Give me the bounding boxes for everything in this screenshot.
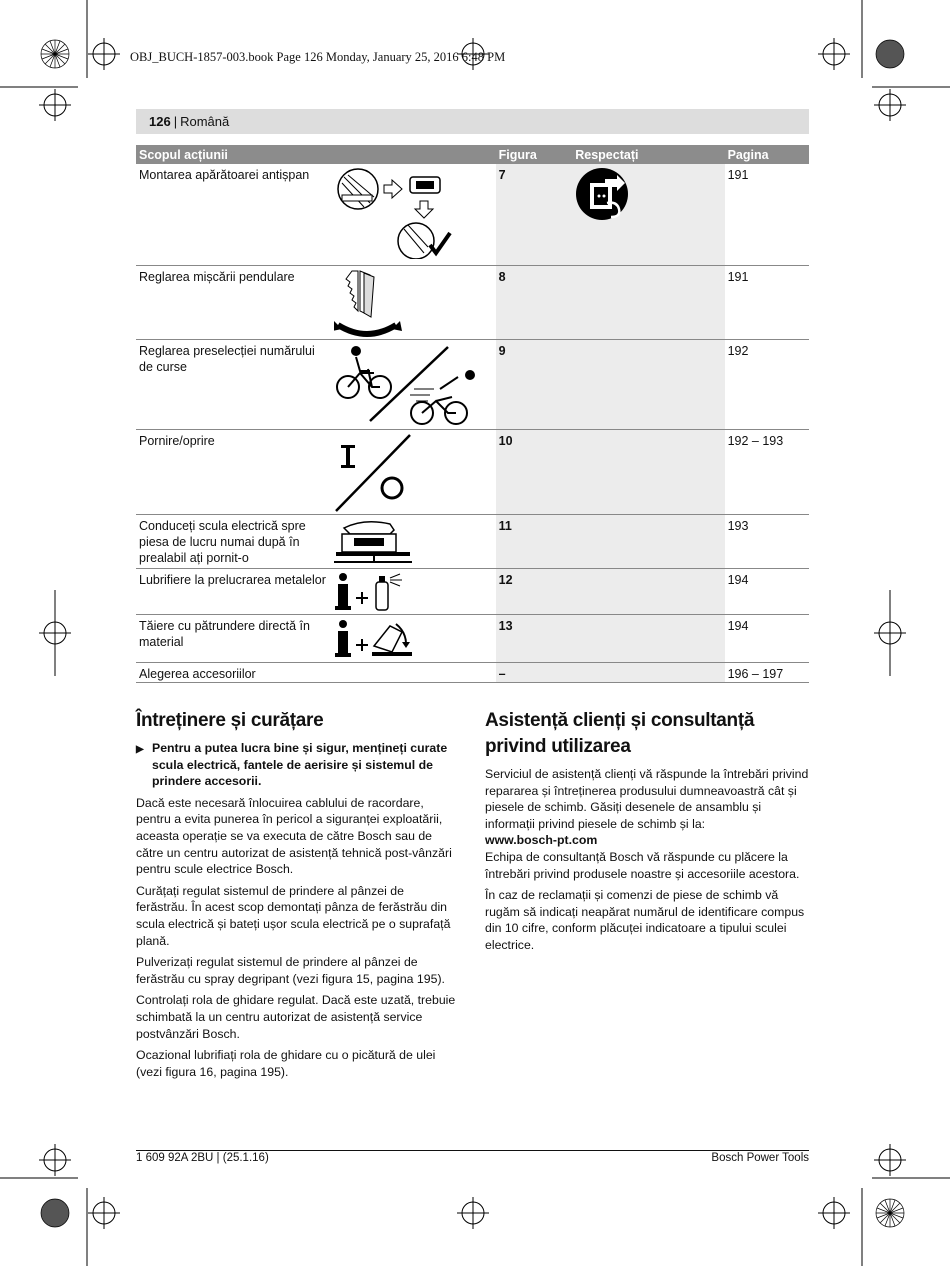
maintenance-safety-bullet: [136, 740, 458, 790]
bullet-text: Pentru a putea lucra bine și sigur, mențineți curate scula electrică, fantele de aerisire și sistemul de prindere accesorii.: [152, 741, 448, 789]
header-language: Română: [180, 114, 230, 129]
footer-right: Bosch Power Tools: [711, 1152, 809, 1164]
col-header-figure: Figura: [496, 145, 573, 164]
row-page: 193: [725, 514, 809, 568]
table-row: [136, 164, 809, 265]
maintenance-section: [136, 708, 458, 1085]
row-page: 192 – 193: [725, 429, 809, 514]
table-row: [136, 429, 809, 514]
row-action: Conduceți scula electrică spre piesa de lucru numai după în prealabil ați pornit-o: [136, 514, 331, 568]
row-page: 191: [725, 265, 809, 339]
row-action: Tăiere cu pătrundere directă în material: [136, 614, 331, 662]
row-page: 196 – 197: [725, 662, 809, 682]
row-picture: [331, 568, 496, 614]
maintenance-paragraph: Ocazional lubrifiați rola de ghidare cu o picătură de ulei (vezi figura 16, pagina 195).: [136, 1048, 436, 1079]
row-page: 192: [725, 339, 809, 429]
maintenance-paragraph: Dacă este necesară înlocuirea cablului de racordare, pentru a evita punerea în pericol a siguranței exploatării, aceasta operație se va executa de către Bosch sau de către un centru autorizat de asistență tehnică post-vânzări pentru scule electrice Bosch.: [136, 795, 452, 877]
jigsaw-on-workpiece-icon: [334, 518, 414, 566]
row-figure: 7: [496, 164, 573, 265]
row-action: Alegerea accesoriilor: [136, 662, 496, 682]
page-number: 126: [149, 114, 171, 129]
page-header: [136, 109, 809, 134]
col-header-page: Pagina: [725, 145, 809, 164]
service-paragraph: În caz de reclamații și comenzi de piese de schimb vă rugăm să indicați neapărat numărul de identificare compus din 10 cifre, conform plăcuței indicatoare a tipului sculei electrice.: [485, 888, 805, 952]
row-page: 194: [725, 568, 809, 614]
row-figure: 13: [496, 614, 573, 662]
row-action: Lubrifiere la prelucrarea metalelor: [136, 568, 331, 614]
row-figure: 9: [496, 339, 573, 429]
triangle-bullet-icon: ▶: [136, 744, 144, 755]
table-row: [136, 568, 809, 614]
maintenance-paragraph: Controlați rola de ghidare regulat. Dacă este uzată, trebuie schimbată la un centru autorizat de asistență service postvânzări Bosch.: [136, 993, 456, 1041]
row-picture: [331, 514, 496, 568]
row-respect: [572, 164, 724, 265]
row-figure: 12: [496, 568, 573, 614]
bosch-website-link[interactable]: www.bosch-pt.com: [485, 833, 598, 848]
row-page: 191: [725, 164, 809, 265]
anti-splinter-guard-icon: [334, 167, 454, 259]
col-header-respect: Respectați: [572, 145, 724, 164]
pendulum-action-icon: [334, 269, 404, 339]
footer-left: 1 609 92A 2BU | (25.1.16): [136, 1152, 269, 1164]
operations-table: [136, 145, 809, 683]
header-separator: |: [173, 114, 178, 129]
info-plus-plunge-cut-icon: [334, 618, 414, 660]
stroke-rate-cyclist-icon: [334, 343, 484, 425]
service-title: Asistență clienți și consultanță privind utilizarea: [485, 710, 755, 757]
row-page: 194: [725, 614, 809, 662]
footer-rule: [136, 1150, 809, 1151]
row-action: Reglarea preselecției numărului de curse: [136, 339, 331, 429]
table-row: [136, 614, 809, 662]
col-header-action: Scopul acțiunii: [136, 145, 496, 164]
table-row: [136, 265, 809, 339]
row-figure: 8: [496, 265, 573, 339]
print-slug-line: OBJ_BUCH-1857-003.book Page 126 Monday, January 25, 2016 6:48 PM: [130, 50, 506, 64]
row-picture: [331, 614, 496, 662]
maintenance-title: Întreținere și curățare: [136, 710, 324, 731]
table-row: [136, 339, 809, 429]
row-figure: 11: [496, 514, 573, 568]
row-picture: [331, 429, 496, 514]
service-paragraph: [485, 766, 809, 882]
unplug-mains-icon: [575, 167, 635, 227]
table-header-row: [136, 145, 809, 164]
row-action: Pornire/oprire: [136, 429, 331, 514]
service-section: [485, 708, 809, 959]
maintenance-paragraph: Pulverizați regulat sistemul de prindere al pânzei de ferăstrău cu spray degripant (vezi figura 15, pagina 195).: [136, 955, 445, 986]
table-row: [136, 662, 809, 682]
row-action: Montarea apărătoarei antișpan: [136, 164, 331, 265]
row-figure: –: [496, 662, 573, 682]
row-action: Reglarea mișcării pendulare: [136, 265, 331, 339]
table-row: [136, 514, 809, 568]
service-intro: Serviciul de asistență clienți vă răspunde la întrebări privind repararea și întreținerea produsului dumneavoastră cât și piesele de schimb. Găsiți desenele de ansamblu și informații privind piesele de schimb și la:: [485, 767, 809, 831]
on-off-icon: [334, 433, 414, 513]
maintenance-paragraph: Curățați regulat sistemul de prindere al pânzei de ferăstrău. În acest scop demontați pânza de ferăstrău din scula electrică și bateți ușor scula electrică pe o suprafață plană.: [136, 883, 451, 948]
row-picture: [331, 265, 496, 339]
row-picture: [331, 339, 496, 429]
row-figure: 10: [496, 429, 573, 514]
row-picture: [331, 164, 496, 265]
info-plus-spray-icon: [334, 572, 414, 612]
service-consulting: Echipa de consultanță Bosch vă răspunde cu plăcere la întrebări privind produsele noastre și accesoriile acestora.: [485, 849, 800, 881]
